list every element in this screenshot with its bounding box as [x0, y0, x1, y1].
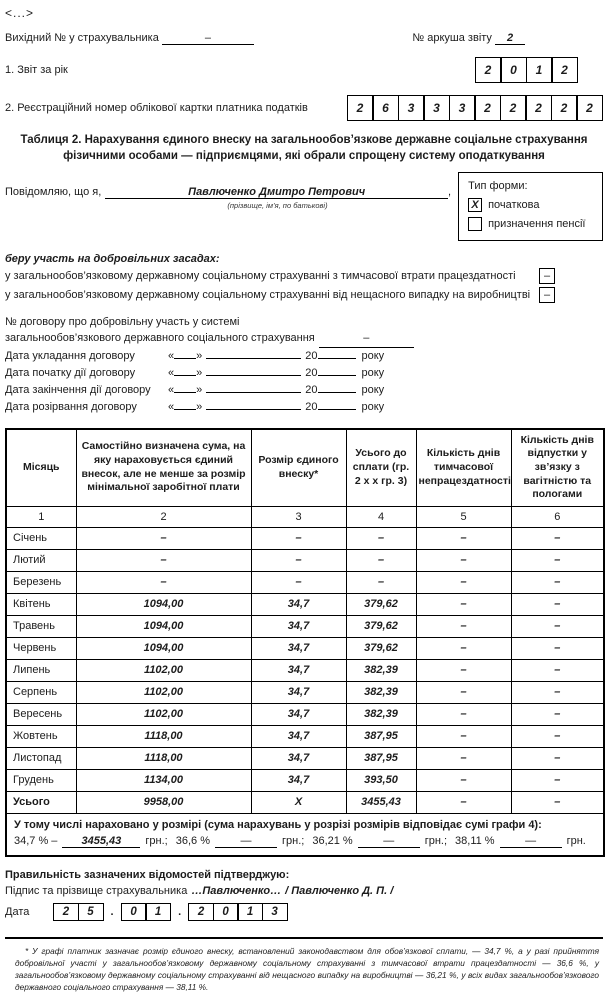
outgoing-number	[5, 32, 254, 45]
agreement-date-end: Дата закінчення дії договору « » 20 року	[5, 383, 385, 396]
sick-days-cell: –	[416, 769, 511, 791]
total-sick-days: –	[416, 791, 511, 813]
month-cell: Квітень	[6, 593, 76, 615]
month-cell: Березень	[6, 571, 76, 593]
month-cell: Вересень	[6, 703, 76, 725]
table-row	[6, 637, 604, 659]
months-body	[6, 527, 604, 791]
total-cell: 379,62	[346, 637, 416, 659]
table-row	[6, 549, 604, 571]
maternity-days-cell: –	[511, 549, 604, 571]
total-cell: –	[346, 549, 416, 571]
form-type-box	[458, 172, 603, 241]
digit-box: 3	[262, 903, 288, 921]
agreement-date-signed: Дата укладання договору « » 20 року	[5, 349, 385, 362]
breakdown-value-366: —	[215, 835, 277, 848]
outgoing-number-label: Вихідний № у страхувальника	[5, 32, 159, 44]
maternity-days-cell: –	[511, 769, 604, 791]
month-cell: Листопад	[6, 747, 76, 769]
amount-cell: 1102,00	[76, 703, 251, 725]
table-footer-row	[6, 813, 604, 856]
truncation-marker: <...>	[5, 6, 35, 20]
maternity-days-cell: –	[511, 747, 604, 769]
amount-cell: 1094,00	[76, 637, 251, 659]
day-blank	[174, 358, 196, 359]
rate-cell: 34,7	[251, 659, 346, 681]
col-header-total: Усього до сплати (гр. 2 х х гр. 3)	[346, 429, 416, 507]
digit-box: 2	[525, 95, 552, 121]
breakdown-value-347: 3455,43	[62, 835, 140, 848]
footnote-divider	[5, 937, 603, 939]
total-rate: Х	[251, 791, 346, 813]
table-row	[6, 527, 604, 549]
voluntary-item-disability	[5, 268, 603, 284]
total-cell: 393,50	[346, 769, 416, 791]
total-cell: 382,39	[346, 681, 416, 703]
sick-days-cell: –	[416, 637, 511, 659]
amount-cell: 1134,00	[76, 769, 251, 791]
month-blank	[206, 392, 301, 393]
rate-cell: 34,7	[251, 637, 346, 659]
digit-box: 6	[372, 95, 399, 121]
amount-cell: –	[76, 571, 251, 593]
declaration-prefix: Повідомляю, що я,	[5, 186, 102, 199]
total-cell: 387,95	[346, 725, 416, 747]
sick-days-cell: –	[416, 659, 511, 681]
maternity-days-cell: –	[511, 681, 604, 703]
form-type-option-pension	[468, 217, 593, 231]
digit-box: 2	[53, 903, 79, 921]
total-cell: 382,39	[346, 703, 416, 725]
total-maternity-days: –	[511, 791, 604, 813]
month-cell: Липень	[6, 659, 76, 681]
month-blank	[206, 375, 301, 376]
month-cell: Травень	[6, 615, 76, 637]
table-row	[6, 571, 604, 593]
rate-cell: 34,7	[251, 703, 346, 725]
year-blank	[318, 375, 356, 376]
agreement-date-start: Дата початку дії договору « » 20 року	[5, 366, 385, 379]
month-cell: Лютий	[6, 549, 76, 571]
maternity-days-cell: –	[511, 615, 604, 637]
month-cell: Грудень	[6, 769, 76, 791]
amount-cell: –	[76, 527, 251, 549]
digit-box: 1	[237, 903, 263, 921]
breakdown-value-3621: —	[358, 835, 420, 848]
amount-cell: 1118,00	[76, 725, 251, 747]
maternity-days-cell: –	[511, 637, 604, 659]
footnote-text: * У графі платник зазначає розмір єдиного внеску, встановлений законодавством для обов’язкової сплати, — 34,7 %, а у разі прийняття добровільної участі у загальнообов’язковому державному соціальному страхуванні з тимчасової втрати працездатності — 36,6 %, у загальнообов’язковому державному соціальному страхуванні від нещасного випадку на виробництві — 36,21 %, у всіх видах загальнообов’язкового державного соціального страхування — 38,11 %.	[15, 945, 599, 992]
form-type-option-label: призначення пенсії	[488, 218, 586, 231]
rate-cell: 34,7	[251, 769, 346, 791]
rate-cell: 34,7	[251, 593, 346, 615]
col-header-month: Місяць	[6, 429, 76, 507]
name-hint: (прізвище, ім’я, по батькові)	[227, 201, 328, 211]
form-type-option-label: початкова	[488, 199, 540, 212]
sick-days-cell: –	[416, 527, 511, 549]
month-blank	[206, 409, 301, 410]
sick-days-cell: –	[416, 593, 511, 615]
page-title	[5, 133, 603, 164]
maternity-days-cell: –	[511, 659, 604, 681]
reg-number-row	[5, 95, 603, 121]
day-blank	[174, 392, 196, 393]
declaration-suffix: ,	[448, 186, 452, 199]
report-year-label: 1. Звіт за рік	[5, 64, 68, 76]
voluntary-heading: беру участь на добровільних засадах:	[5, 253, 220, 266]
voluntary-checkbox-accident: –	[539, 287, 555, 303]
table-row	[6, 615, 604, 637]
sick-days-cell: –	[416, 703, 511, 725]
form-type-option-initial	[468, 198, 593, 212]
breakdown-heading: У тому числі нараховано у розмірі (сума нарахувань у розрізі розмірів відповідає сумі графи 4):	[14, 818, 542, 831]
voluntary-item-label: у загальнообов’язковому державному соціальному страхуванні з тимчасової втрати працездатності	[5, 270, 516, 283]
rate-cell: 34,7	[251, 747, 346, 769]
table-row	[6, 747, 604, 769]
total-sum: 3455,43	[346, 791, 416, 813]
date-row: Дата 2 5 . 0 1 . 2 0 1 3	[5, 903, 603, 921]
digit-box: 2	[347, 95, 374, 121]
agreement-section	[5, 315, 603, 416]
year-blank	[318, 358, 356, 359]
digit-box: 0	[121, 903, 147, 921]
month-cell: Січень	[6, 527, 76, 549]
sick-days-cell: –	[416, 725, 511, 747]
breakdown-values: 34,7 % – 3455,43 грн.; 36,6 % — грн.; 36,21 % — грн.; 38,11 % — грн.	[14, 834, 586, 847]
digit-box: 0	[500, 57, 527, 83]
digit-box: 2	[551, 95, 578, 121]
voluntary-item-label: у загальнообов’язковому державному соціальному страхуванні від нещасного випадку на виробництві	[5, 289, 531, 302]
agreement-number-value: –	[319, 331, 414, 348]
reg-number-label: 2. Реєстраційний номер облікової картки платника податків	[5, 102, 308, 114]
voluntary-checkbox-disability: –	[539, 268, 555, 284]
rate-cell: 34,7	[251, 725, 346, 747]
amount-cell: 1094,00	[76, 615, 251, 637]
table-row	[6, 725, 604, 747]
month-blank	[206, 358, 301, 359]
checkbox-initial: X	[468, 198, 482, 212]
confirmation-heading: Правильність зазначених відомостей підтверджую:	[5, 868, 290, 881]
table-row	[6, 659, 604, 681]
signature-name: / Павлюченко Д. П. /	[285, 884, 394, 897]
page-title-line2: фізичними особами — підприємцями, які обрали спрощену систему оподаткування	[63, 149, 545, 162]
page-title-line1: Таблиця 2. Нарахування єдиного внеску на загальнообов’язкове державне соціальне страхування	[20, 134, 588, 146]
total-label: Усього	[6, 791, 76, 813]
maternity-days-cell: –	[511, 725, 604, 747]
rate-cell: –	[251, 549, 346, 571]
digit-box: 2	[474, 95, 501, 121]
digit-box: 2	[188, 903, 214, 921]
sheet-number-value: 2	[495, 32, 525, 45]
rate-cell: –	[251, 571, 346, 593]
total-cell: 379,62	[346, 593, 416, 615]
total-cell: 379,62	[346, 615, 416, 637]
declaration-section	[5, 172, 603, 241]
digit-box: 1	[145, 903, 171, 921]
table-row	[6, 681, 604, 703]
month-cell: Жовтень	[6, 725, 76, 747]
agreement-date-termination: Дата розірвання договору « » 20 року	[5, 400, 385, 413]
sick-days-cell: –	[416, 549, 511, 571]
outgoing-number-row	[5, 32, 603, 45]
signature-line	[5, 885, 603, 897]
total-cell: 387,95	[346, 747, 416, 769]
sick-days-cell: –	[416, 615, 511, 637]
maternity-days-cell: –	[511, 593, 604, 615]
year-blank	[318, 409, 356, 410]
total-row	[6, 791, 604, 813]
digit-box: 2	[576, 95, 603, 121]
table-row	[6, 769, 604, 791]
total-cell: –	[346, 527, 416, 549]
form-type-label: Тип форми:	[468, 180, 528, 193]
signature-label: Підпис та прізвище страхувальника	[5, 884, 188, 897]
table-row	[6, 703, 604, 725]
amount-cell: 1102,00	[76, 681, 251, 703]
sick-days-cell: –	[416, 747, 511, 769]
maternity-days-cell: –	[511, 571, 604, 593]
amount-cell: 1118,00	[76, 747, 251, 769]
col-header-amount: Самостійно визначена сума, на яку нараховується єдиний внесок, але не менше за розмір мінімальної заробітної плати	[76, 429, 251, 507]
col-header-sick-days: Кількість днів тимчасової непрацездатності	[416, 429, 511, 507]
sick-days-cell: –	[416, 681, 511, 703]
digit-box: 5	[78, 903, 104, 921]
digit-box: 3	[398, 95, 425, 121]
sheet-number	[412, 32, 525, 45]
sick-days-cell: –	[416, 571, 511, 593]
amount-cell: –	[76, 549, 251, 571]
month-cell: Серпень	[6, 681, 76, 703]
breakdown-value-3811: —	[500, 835, 562, 848]
month-cell: Червень	[6, 637, 76, 659]
report-year-row	[5, 57, 603, 83]
column-numbers-row: 1 2 3 4 5 6	[6, 506, 604, 527]
rate-cell: 34,7	[251, 615, 346, 637]
amount-cell: 1102,00	[76, 659, 251, 681]
date-month-boxes	[121, 903, 172, 921]
total-cell: 382,39	[346, 659, 416, 681]
year-blank	[318, 392, 356, 393]
maternity-days-cell: –	[511, 527, 604, 549]
col-header-maternity-days: Кількість днів відпустки у зв’язку з вагітністю та пологами	[511, 429, 604, 507]
table-row	[6, 593, 604, 615]
sheet-number-label: № аркуша звіту	[412, 32, 492, 44]
outgoing-number-value: –	[162, 32, 254, 45]
digit-box: 0	[213, 903, 239, 921]
amount-cell: 1094,00	[76, 593, 251, 615]
digit-box: 3	[449, 95, 476, 121]
signature-value: …Павлюченко…	[191, 884, 282, 897]
agreement-number-label-line2: загальнообов’язкового державного соціального страхування	[5, 331, 315, 344]
rate-cell: 34,7	[251, 681, 346, 703]
maternity-days-cell: –	[511, 703, 604, 725]
agreement-number-label-line1: № договору про добровільну участь у системі	[5, 316, 240, 329]
total-amount: 9958,00	[76, 791, 251, 813]
digit-box: 2	[500, 95, 527, 121]
insured-name-field: Павлюченко Дмитро Петрович	[105, 186, 448, 199]
digit-box: 2	[551, 57, 578, 83]
contributions-table	[5, 428, 605, 857]
rate-cell: –	[251, 527, 346, 549]
checkbox-pension	[468, 217, 482, 231]
reg-number-boxes	[347, 95, 604, 121]
total-cell: –	[346, 571, 416, 593]
digit-box: 2	[475, 57, 502, 83]
col-header-rate: Розмір єдиного внеску*	[251, 429, 346, 507]
voluntary-item-accident	[5, 287, 603, 303]
digit-box: 3	[423, 95, 450, 121]
table-header-row	[6, 429, 604, 507]
report-year-boxes	[475, 57, 579, 83]
day-blank	[174, 409, 196, 410]
digit-box: 1	[526, 57, 553, 83]
date-label: Дата	[5, 905, 30, 918]
day-blank	[174, 375, 196, 376]
date-day-boxes	[53, 903, 104, 921]
date-year-boxes	[188, 903, 288, 921]
